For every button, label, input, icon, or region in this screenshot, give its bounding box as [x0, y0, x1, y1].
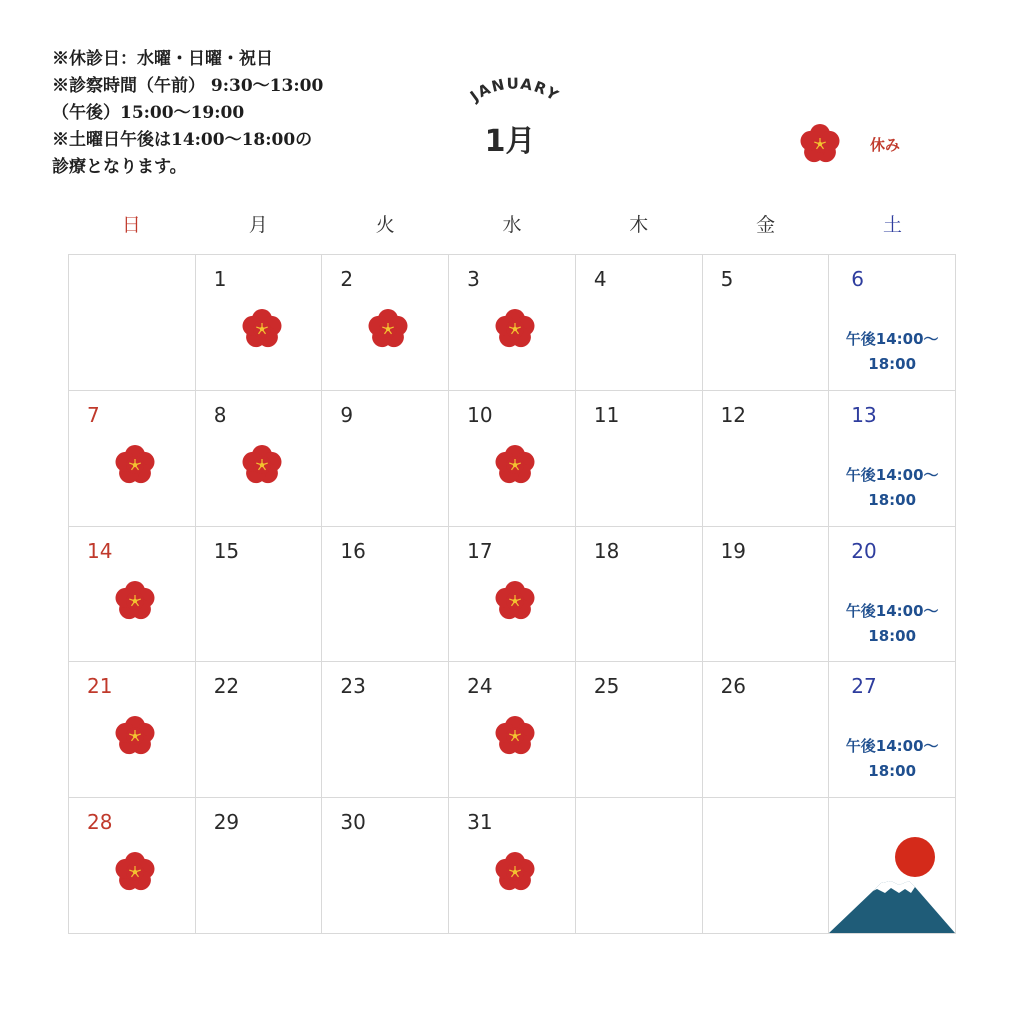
- day-number: 3: [467, 267, 480, 291]
- calendar-day-18: [576, 527, 703, 663]
- calendar-day-13: [829, 391, 956, 527]
- day-number: 20: [851, 538, 877, 563]
- calendar-day-22: [196, 662, 323, 798]
- calendar-day-16: [322, 527, 449, 663]
- clinic-notes: [52, 46, 382, 181]
- weekday-monday: 月: [248, 214, 268, 236]
- day-number: 26: [720, 674, 747, 699]
- day-number: 23: [340, 674, 366, 699]
- day-number: 16: [340, 538, 366, 563]
- plum-blossom-icon: [113, 850, 157, 894]
- note-line: 診療となります。: [52, 157, 187, 177]
- calendar-day-empty: [69, 255, 196, 391]
- saturday-hours-line: 午後14:00〜: [845, 737, 939, 756]
- calendar-day-27: [829, 662, 956, 798]
- calendar-day-25: [576, 662, 703, 798]
- day-number: 15: [213, 538, 240, 563]
- day-number: 11: [593, 402, 620, 427]
- calendar-day-2: [322, 255, 449, 391]
- day-number: 24: [467, 674, 493, 699]
- day-number: 12: [720, 402, 747, 427]
- weekday-wednesday: 水: [502, 214, 522, 236]
- weekday-thursday: 木: [629, 214, 649, 236]
- day-number: 8: [213, 402, 227, 427]
- weekday-sunday: 日: [121, 214, 141, 236]
- weekday-friday: 金: [756, 214, 776, 236]
- plum-blossom-icon: [366, 307, 410, 351]
- note-line: （午後）15:00〜19:00: [52, 103, 245, 123]
- weekday-tuesday: 火: [375, 214, 395, 236]
- calendar-day-29: [196, 798, 323, 934]
- plum-blossom-icon: [240, 307, 284, 351]
- day-number: 31: [467, 810, 493, 835]
- calendar-day-26: [703, 662, 830, 798]
- saturday-hours-line: 午後14:00〜: [845, 465, 939, 484]
- day-number: 17: [467, 538, 493, 563]
- day-number: 19: [720, 538, 747, 563]
- saturday-hours-line: 18:00: [868, 355, 917, 373]
- calendar-day-5: [703, 255, 830, 391]
- calendar-day-empty: [576, 798, 703, 934]
- day-number: 7: [87, 402, 100, 427]
- calendar-day-31: [449, 798, 576, 934]
- plum-blossom-icon: [493, 443, 537, 487]
- calendar-day-9: [322, 391, 449, 527]
- calendar-grid: [68, 254, 956, 934]
- day-number: 29: [213, 810, 240, 835]
- day-number: 13: [851, 402, 877, 427]
- calendar-day-30: [322, 798, 449, 934]
- day-number: 2: [340, 267, 354, 291]
- calendar-day-1: [196, 255, 323, 391]
- day-number: 14: [87, 538, 113, 563]
- month-english: JANUARY: [466, 74, 563, 106]
- saturday-hours-note: [829, 599, 955, 649]
- saturday-hours-note: [829, 327, 955, 377]
- day-number: 21: [87, 674, 113, 699]
- calendar-day-10: [449, 391, 576, 527]
- day-number: 18: [593, 538, 620, 563]
- weekday-saturday: 土: [882, 214, 902, 236]
- plum-blossom-icon: [493, 850, 537, 894]
- day-number: 30: [340, 810, 366, 835]
- day-number: 28: [87, 810, 113, 835]
- calendar-day-empty: [829, 798, 956, 934]
- day-number: 25: [593, 674, 620, 699]
- calendar-day-6: [829, 255, 956, 391]
- plum-blossom-icon: [240, 443, 284, 487]
- saturday-hours-line: 18:00: [868, 762, 917, 781]
- calendar-day-11: [576, 391, 703, 527]
- day-number: 6: [851, 267, 865, 291]
- day-number: 1: [213, 267, 227, 291]
- svg-text:JANUARY: [466, 74, 563, 105]
- month-title: 1月: [484, 124, 536, 159]
- plum-blossom-icon: [493, 579, 537, 623]
- calendar-day-12: [703, 391, 830, 527]
- note-line: ※診察時間（午前） 9:30〜13:00: [52, 76, 324, 96]
- plum-blossom-icon: [493, 714, 537, 758]
- saturday-hours-line: 午後14:00〜: [845, 601, 939, 620]
- plum-blossom-icon: [798, 122, 842, 166]
- calendar-day-19: [703, 527, 830, 663]
- saturday-hours-line: 午後14:00〜: [845, 330, 939, 348]
- plum-blossom-icon: [113, 714, 157, 758]
- day-number: 4: [593, 267, 607, 291]
- calendar-day-14: [69, 527, 196, 663]
- calendar-day-empty: [703, 798, 830, 934]
- calendar-day-23: [322, 662, 449, 798]
- plum-blossom-icon: [113, 443, 157, 487]
- saturday-hours-line: 18:00: [868, 626, 917, 645]
- note-line: ※土曜日午後は14:00〜18:00の: [52, 130, 313, 150]
- saturday-hours-note: [829, 463, 955, 513]
- calendar-day-28: [69, 798, 196, 934]
- calendar-day-24: [449, 662, 576, 798]
- legend-label: 休み: [870, 136, 901, 154]
- plum-blossom-icon: [493, 307, 537, 351]
- plum-blossom-icon: [113, 579, 157, 623]
- calendar-day-15: [196, 527, 323, 663]
- calendar-day-20: [829, 527, 956, 663]
- weekday-header: [68, 210, 956, 240]
- calendar-day-4: [576, 255, 703, 391]
- note-line: ※休診日：水曜・日曜・祝日: [52, 49, 273, 69]
- day-number: 5: [720, 267, 734, 291]
- calendar-day-17: [449, 527, 576, 663]
- saturday-hours-line: 18:00: [868, 490, 917, 509]
- calendar-day-21: [69, 662, 196, 798]
- mount-fuji-sunrise-icon: [829, 833, 955, 933]
- day-number: 22: [213, 674, 240, 699]
- calendar-day-3: [449, 255, 576, 391]
- calendar-day-7: [69, 391, 196, 527]
- day-number: 9: [340, 402, 354, 427]
- day-number: 10: [467, 402, 493, 427]
- calendar-day-8: [196, 391, 323, 527]
- day-number: 27: [851, 674, 877, 699]
- saturday-hours-note: [829, 734, 955, 784]
